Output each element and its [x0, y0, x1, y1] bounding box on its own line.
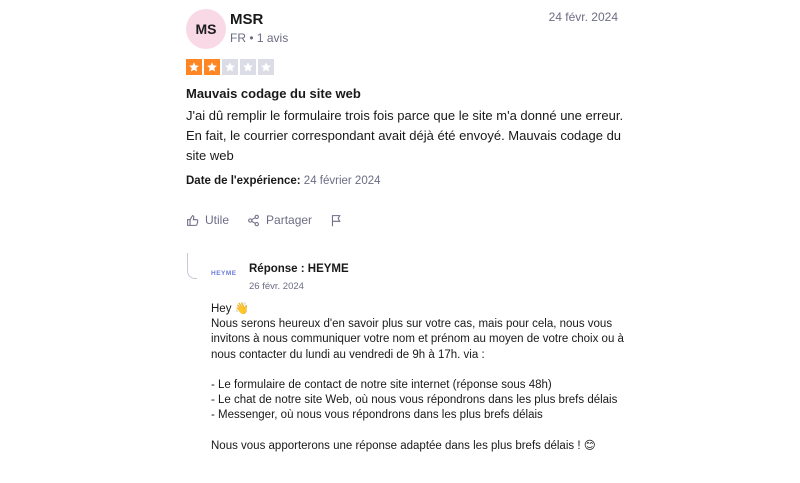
reply-line: Nous vous apporterons une réponse adaptée dans les plus brefs délais ! 😊 — [211, 439, 596, 452]
review-date: 24 févr. 2024 — [548, 10, 618, 24]
share-icon — [247, 214, 260, 227]
company-logo — [211, 270, 237, 277]
reply-date: 26 févr. 2024 — [249, 281, 304, 292]
company-logo-text: HEYME — [211, 270, 237, 277]
thumbs-up-icon — [186, 214, 199, 227]
review-title: Mauvais codage du site web — [186, 86, 361, 101]
flag-icon — [330, 214, 343, 227]
experience-date — [186, 175, 381, 187]
reply-line: Nous serons heureux d'en savoir plus sur votre cas, mais pour cela, nous vous invitons à nous communiquer votre nom et prénom au moyen de votre choix ou à nous contacter du lundi au vendredi de 9h à 17h. via : — [211, 318, 624, 361]
reply-line — [211, 424, 631, 439]
useful-label: Utile — [205, 213, 230, 227]
report-button[interactable] — [330, 214, 343, 227]
useful-button[interactable] — [186, 213, 229, 227]
reply-body — [211, 302, 631, 454]
star-empty-icon — [258, 59, 274, 75]
star-empty-icon — [240, 59, 256, 75]
reply-line: - Messenger, où nous vous répondrons dans les plus brefs délais — [211, 409, 543, 422]
reply-line: Hey 👋 — [211, 303, 249, 315]
star-filled-icon — [186, 59, 202, 75]
reply-line: - Le formulaire de contact de notre site internet (réponse sous 48h) — [211, 379, 552, 391]
reply-connector — [187, 253, 197, 279]
share-button[interactable] — [247, 213, 312, 227]
star-empty-icon — [222, 59, 238, 75]
review-actions — [186, 213, 361, 227]
reply-line: - Le chat de notre site Web, où nous vous répondrons dans les plus brefs délais — [211, 394, 618, 407]
reply-title: Réponse : HEYME — [249, 263, 349, 275]
experience-date-label: Date de l'expérience: — [186, 175, 301, 187]
star-rating — [186, 59, 274, 75]
reviewer-name[interactable]: MSR — [230, 11, 264, 28]
review-body: J'ai dû remplir le formulaire trois fois parce que le site m'a donné une erreur. En fait, le courrier correspondant avait déjà été envoyé. Mauvais codage du site web — [186, 108, 624, 163]
avatar[interactable]: MS — [186, 9, 226, 49]
star-filled-icon — [204, 59, 220, 75]
reviewer-meta: FR • 1 avis — [230, 31, 289, 45]
reply-line — [211, 363, 631, 378]
experience-date-value: 24 février 2024 — [303, 175, 381, 187]
share-label: Partager — [266, 213, 313, 227]
